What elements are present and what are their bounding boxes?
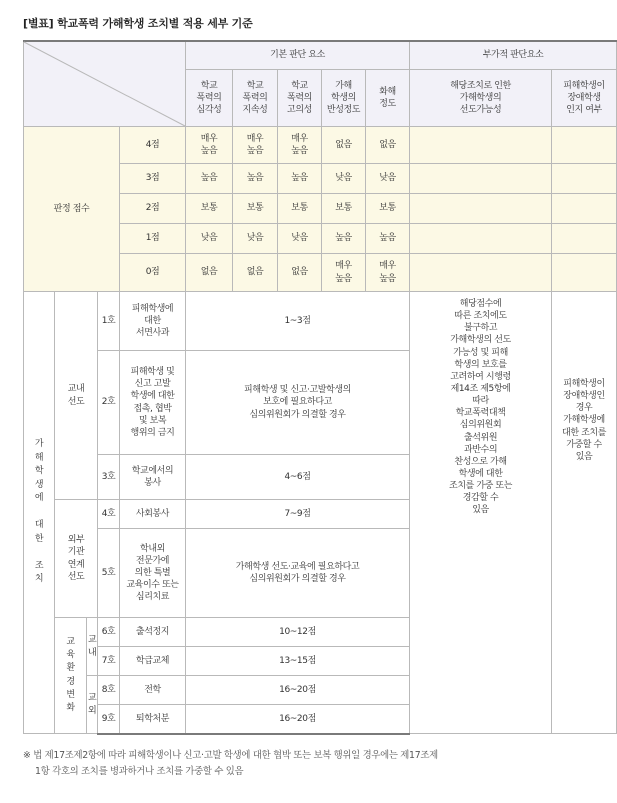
score-blank [552, 254, 617, 292]
measure-no: 6호 [98, 618, 120, 647]
measure-criteria: 피해학생 및 신고·고발학생의 보호에 필요하다고 심의위원회가 의결할 경우 [186, 351, 410, 455]
measure-name: 퇴학처분 [120, 705, 186, 734]
score-cell: 보통 [366, 194, 410, 224]
additional-note: 해당점수에 따른 조치에도 불구하고 가해학생의 선도 가능성 및 피해 학생의 보호를 고려하여 시행령 제14조 제5항에 따라 학교폭력대책 심의위원회 출석위원 과반수의 찬성으로 가해 학생에 대한 조치를 가중 또는 경감할 수 있음 [410, 292, 552, 734]
score-4: 4점 [120, 127, 186, 164]
score-blank [410, 254, 552, 292]
measure-no: 5호 [98, 529, 120, 618]
measure-criteria: 4~6점 [186, 455, 410, 500]
score-cell: 없음 [366, 127, 410, 164]
measures-label: 가 해 학 생 에 대 한 조 치 [24, 292, 55, 734]
measure-no: 4호 [98, 500, 120, 529]
page-title: [별표] 학교폭력 가해학생 조치별 적용 세부 기준 [23, 17, 253, 30]
score-blank [410, 164, 552, 194]
score-cell: 높음 [233, 164, 278, 194]
score-cell: 보통 [322, 194, 366, 224]
col-guidance-possibility: 해당조치로 인한 가해학생의 선도가능성 [410, 70, 552, 127]
measure-criteria: 7~9점 [186, 500, 410, 529]
footnote-line: ※ 법 제17조제2항에 따라 피해학생이나 신고·고발 학생에 대한 협박 또는 보복 행위일 경우에는 제17조제 [23, 750, 438, 761]
score-blank [552, 224, 617, 254]
score-cell: 낮음 [366, 164, 410, 194]
score-1: 1점 [120, 224, 186, 254]
footnote-line: 1항 각호의 조치를 병과하거나 조치를 가중할 수 있음 [35, 766, 244, 778]
score-2: 2점 [120, 194, 186, 224]
measure-name: 피해학생 및 신고 고발 학생에 대한 접촉, 협박 및 보복 행위의 금지 [120, 351, 186, 455]
score-blank [410, 194, 552, 224]
diagonal-line [24, 42, 185, 126]
header-corner [24, 41, 186, 127]
score-cell: 높음 [322, 224, 366, 254]
measure-name: 피해학생에 대한 서면사과 [120, 292, 186, 351]
score-cell: 없음 [233, 254, 278, 292]
score-cell: 없음 [278, 254, 322, 292]
score-cell: 낮음 [322, 164, 366, 194]
score-cell: 매우 높음 [366, 254, 410, 292]
score-label: 판정 점수 [24, 127, 120, 292]
score-cell: 없음 [186, 254, 233, 292]
measure-no: 9호 [98, 705, 120, 734]
disabled-note: 피해학생이 장애학생인 경우 가해학생에 대한 조치를 가중할 수 있음 [552, 292, 617, 734]
col-persistence: 학교 폭력의 지속성 [233, 70, 278, 127]
score-blank [410, 127, 552, 164]
measure-no: 2호 [98, 351, 120, 455]
score-cell: 높음 [366, 224, 410, 254]
measure-no: 8호 [98, 676, 120, 705]
score-0: 0점 [120, 254, 186, 292]
col-reconciliation: 화해 정도 [366, 70, 410, 127]
header-basic: 기본 판단 요소 [186, 41, 410, 70]
score-cell: 매우 높음 [233, 127, 278, 164]
score-cell: 높음 [186, 164, 233, 194]
col-intent: 학교 폭력의 고의성 [278, 70, 322, 127]
col-remorse: 가해 학생의 반성정도 [322, 70, 366, 127]
measure-criteria: 10~12점 [186, 618, 410, 647]
group-external: 외부 기관 연계 선도 [55, 500, 98, 618]
measure-criteria: 1~3점 [186, 292, 410, 351]
measure-no: 3호 [98, 455, 120, 500]
measure-criteria: 13~15점 [186, 647, 410, 676]
group-school: 교내 선도 [55, 292, 98, 500]
criteria-table [23, 40, 617, 735]
score-cell: 낮음 [233, 224, 278, 254]
measure-name: 출석정지 [120, 618, 186, 647]
header-additional: 부가적 판단요소 [410, 41, 617, 70]
col-disabled-victim: 피해학생이 장애학생 인지 여부 [552, 70, 617, 127]
group-outside: 교 외 [87, 676, 98, 734]
score-cell: 높음 [278, 164, 322, 194]
group-inside: 교 내 [87, 618, 98, 676]
measure-name: 학내외 전문가에 의한 특별 교육이수 또는 심리치료 [120, 529, 186, 618]
score-cell: 매우 높음 [322, 254, 366, 292]
measure-name: 전학 [120, 676, 186, 705]
measure-no: 7호 [98, 647, 120, 676]
measure-criteria: 16~20점 [186, 676, 410, 705]
measure-criteria: 16~20점 [186, 705, 410, 734]
measure-criteria: 가해학생 선도·교육에 필요하다고 심의위원회가 의결할 경우 [186, 529, 410, 618]
score-cell: 매우 높음 [278, 127, 322, 164]
score-cell: 보통 [186, 194, 233, 224]
score-cell: 낮음 [186, 224, 233, 254]
measure-no: 1호 [98, 292, 120, 351]
col-severity: 학교 폭력의 심각성 [186, 70, 233, 127]
score-3: 3점 [120, 164, 186, 194]
measure-name: 학급교체 [120, 647, 186, 676]
score-cell: 보통 [233, 194, 278, 224]
score-cell: 낮음 [278, 224, 322, 254]
group-env: 교 육 환 경 변 화 [55, 618, 87, 734]
score-cell: 보통 [278, 194, 322, 224]
score-blank [552, 127, 617, 164]
score-blank [552, 194, 617, 224]
measure-name: 학교에서의 봉사 [120, 455, 186, 500]
score-blank [552, 164, 617, 194]
score-blank [410, 224, 552, 254]
footnote [23, 748, 568, 781]
measure-name: 사회봉사 [120, 500, 186, 529]
score-cell: 매우 높음 [186, 127, 233, 164]
score-cell: 없음 [322, 127, 366, 164]
